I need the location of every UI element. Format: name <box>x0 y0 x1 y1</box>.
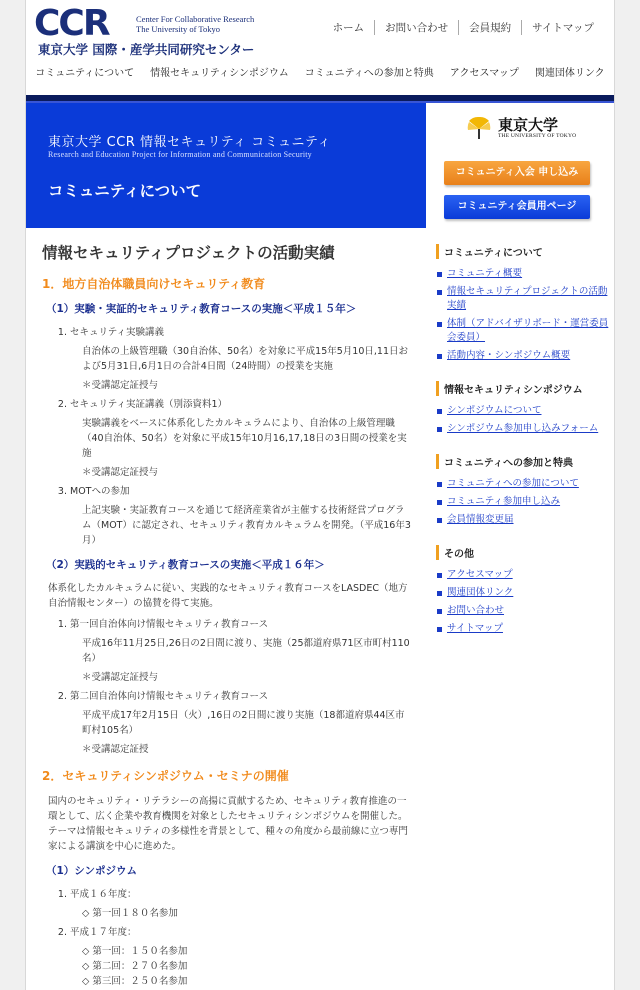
main-nav-join[interactable]: コミュニティへの参加と特典 <box>304 68 434 79</box>
sidebar-item <box>436 404 614 418</box>
nav-divider-bar <box>26 95 614 103</box>
list-item-detail: ＊受講認定証授与 <box>82 380 159 391</box>
member-page-button[interactable]: コミュニティ会員用ページ <box>444 195 590 219</box>
list-item-detail: ◇ 第三回：２５０名参加 <box>82 976 188 987</box>
main-nav-symposium[interactable]: 情報セキュリティシンポジウム <box>150 68 289 79</box>
sidebar-item <box>436 317 614 345</box>
section-2-heading: 2．セキュリティシンポジウム・セミナの開催 <box>42 769 289 783</box>
content-row <box>26 228 614 990</box>
sidebar-group-symposium <box>436 381 614 436</box>
sidebar-item <box>436 622 614 636</box>
sidebar-link-symposium-summary[interactable]: 活動内容・シンポジウム概要 <box>447 350 571 361</box>
sidebar-link-join-form[interactable]: コミュニティ参加申し込み <box>447 496 561 507</box>
util-nav-sitemap[interactable]: サイトマップ <box>521 20 604 35</box>
sidebar-link-symposium-form[interactable]: シンポジウム参加申し込みフォーム <box>447 423 599 434</box>
sidebar-link-overview[interactable]: コミュニティ概要 <box>447 268 523 279</box>
list-item-title: 1. 第一回自治体向け情報セキュリティ教育コース <box>70 619 269 630</box>
sidebar-item <box>436 586 614 600</box>
sidebar-link-access[interactable]: アクセスマップ <box>447 569 513 580</box>
list-item-title: 2. セキュリティ実証講義（別添資料1） <box>70 399 228 410</box>
sidebar-item <box>436 513 614 527</box>
hero-row <box>26 103 614 228</box>
logo-en-line2: The University of Tokyo <box>136 24 220 34</box>
list-item-title: 1. 平成１６年度： <box>70 889 137 900</box>
util-nav-terms[interactable]: 会員規約 <box>458 20 521 35</box>
list-item-detail: ◇ 第一回１８０名参加 <box>82 908 178 919</box>
main-nav-links[interactable]: 関連団体リンク <box>534 68 605 79</box>
list-item-title: 2. 平成１７年度： <box>70 927 137 938</box>
sidebar-item <box>436 495 614 509</box>
sidebar-item <box>436 285 614 313</box>
sidebar-group-title: コミュニティへの参加と特典 <box>436 454 614 469</box>
sidebar-group-about <box>436 244 614 363</box>
utokyo-logo[interactable] <box>466 115 576 141</box>
sidebar-group-title: コミュニティについて <box>436 244 614 259</box>
list-item <box>70 689 412 757</box>
sidebar-link-about-symposium[interactable]: シンポジウムについて <box>447 405 542 416</box>
list-item-detail: 平成平成17年2月15日（火）,16日の2日間に渡り実施（18都道府県44区市町村105名） <box>82 710 405 736</box>
hero-title: 東京大学 CCR 情報セキュリティ コミュニティ <box>48 135 331 150</box>
list-item-detail: ◇ 第二回：２７０名参加 <box>82 961 188 972</box>
sidebar-group-title: その他 <box>436 545 614 560</box>
sidebar-group-other <box>436 545 614 636</box>
sidebar-link-contact[interactable]: お問い合わせ <box>447 605 505 616</box>
hero-banner <box>26 103 426 228</box>
utokyo-en-name: THE UNIVERSITY OF TOKYO <box>498 133 577 139</box>
section-2-1-list <box>42 887 412 989</box>
list-item <box>70 397 412 480</box>
util-nav-contact[interactable]: お問い合わせ <box>374 20 458 35</box>
list-item <box>70 887 412 921</box>
list-item <box>70 484 412 548</box>
page-heading: 情報セキュリティプロジェクトの活動実績 <box>42 244 335 262</box>
main-nav-about[interactable]: コミュニティについて <box>35 68 135 79</box>
section-1-2-intro: 体系化したカルキュラムに従い、実践的なセキュリティ教育コースをLASDEC（地方自治情報センター）の協賛を得て実施。 <box>48 583 408 609</box>
sidebar-link-sitemap[interactable]: サイトマップ <box>447 623 503 634</box>
hero-subtitle: Research and Education Project for Information and Communication Security <box>48 150 312 159</box>
sidebar-item <box>436 422 614 436</box>
list-item-detail: 自治体の上級管理職（30自治体、50名）を対象に平成15年5月10日,11日および5月31日,6月1日の合計4日間（24時間）の授業を実施 <box>82 346 409 372</box>
sidebar-link-member-change[interactable]: 会員情報変更届 <box>447 514 514 525</box>
list-item <box>70 325 412 393</box>
list-item-detail: 実験講義をベースに体系化したカルキュラムにより、自治体の上級管理職（40自治体、50名）を対象に平成15年10月16,17,18日の3日間の授業を実施 <box>82 418 407 459</box>
main-nav <box>26 64 614 79</box>
sidebar-link-activities[interactable]: 情報セキュリティプロジェクトの活動実績 <box>447 286 608 311</box>
list-item-detail: ◇ 第一回：１５０名参加 <box>82 946 188 957</box>
utokyo-jp-name: 東京大学 <box>498 116 559 134</box>
sidebar-item <box>436 477 614 491</box>
util-nav-home[interactable]: ホーム <box>332 22 365 34</box>
hero-page-title: コミュニティについて <box>48 182 202 200</box>
logo-en-line1: Center For Collaborative Research <box>136 14 255 24</box>
section-1-2-heading: （2）実践的セキュリティ教育コースの実施＜平成１６年＞ <box>46 559 325 571</box>
side-top <box>426 103 614 228</box>
sidebar-link-related[interactable]: 関連団体リンク <box>447 587 514 598</box>
section-1-heading: 1．地方自治体職員向けセキュリティ教育 <box>42 277 266 291</box>
sidebar-group-join <box>436 454 614 527</box>
sidebar-group-title: 情報セキュリティシンポジウム <box>436 381 614 396</box>
ginkgo-emblem-icon <box>466 115 492 141</box>
ccr-logo[interactable] <box>34 3 264 58</box>
list-item <box>70 925 412 989</box>
section-2-1-heading: （1）シンポジウム <box>46 865 137 877</box>
sidebar-item <box>436 568 614 582</box>
logo-jp-text: 東京大学 国際・産学共同研究センター <box>38 42 255 57</box>
main-nav-access[interactable]: アクセスマップ <box>449 68 519 79</box>
section-1-2-list <box>42 617 412 757</box>
sidebar-item <box>436 349 614 363</box>
page <box>25 0 615 990</box>
join-community-button[interactable]: コミュニティ入会 申し込み <box>444 161 590 185</box>
section-1-1-heading: （1）実験・実証的セキュリティ教育コースの実施＜平成１５年＞ <box>46 303 357 315</box>
sidebar <box>426 228 614 990</box>
sidebar-link-organization[interactable]: 体制（アドバイザリボード・運営委員会委員） <box>447 318 609 343</box>
list-item-detail: 上記実験・実証教育コースを通じて経済産業省が主催する技術経営プログラム（MOT）に認定され、セキュリティ教育カルキュラムを開発。（平成16年3月） <box>82 505 411 546</box>
main-content <box>26 228 426 990</box>
sidebar-item <box>436 267 614 281</box>
header <box>26 0 614 95</box>
list-item-title: 3. MOTへの参加 <box>70 486 130 497</box>
sidebar-link-about-joining[interactable]: コミュニティへの参加について <box>447 478 579 489</box>
list-item-detail: 平成16年11月25日,26日の2日間に渡り、実施（25都道府県71区市町村110名） <box>82 638 410 664</box>
list-item-detail: ＊受講認定証授与 <box>82 467 159 478</box>
list-item <box>70 617 412 685</box>
section-1-1-list <box>42 325 412 548</box>
list-item-title: 2. 第二回自治体向け情報セキュリティ教育コース <box>70 691 269 702</box>
list-item-detail: ＊受講認定証授与 <box>82 672 159 683</box>
logo-ccr-text: CCR <box>34 3 109 44</box>
sidebar-item <box>436 604 614 618</box>
list-item-title: 1. セキュリティ実験講義 <box>70 327 165 338</box>
utility-nav <box>323 20 604 35</box>
section-2-intro: 国内のセキュリティ・リテラシーの高揚に貢献するため、セキュリティ教育推進の一環として、広く企業や教育機関を対象としたセキュリティシンポジウムを開催した。テーマは情報セキュリティの多様性を背景として、種々の角度から最前線に立つ専門家による講演を中心に進めた。 <box>48 796 408 852</box>
list-item-detail: ＊受講認定証授 <box>82 744 149 755</box>
